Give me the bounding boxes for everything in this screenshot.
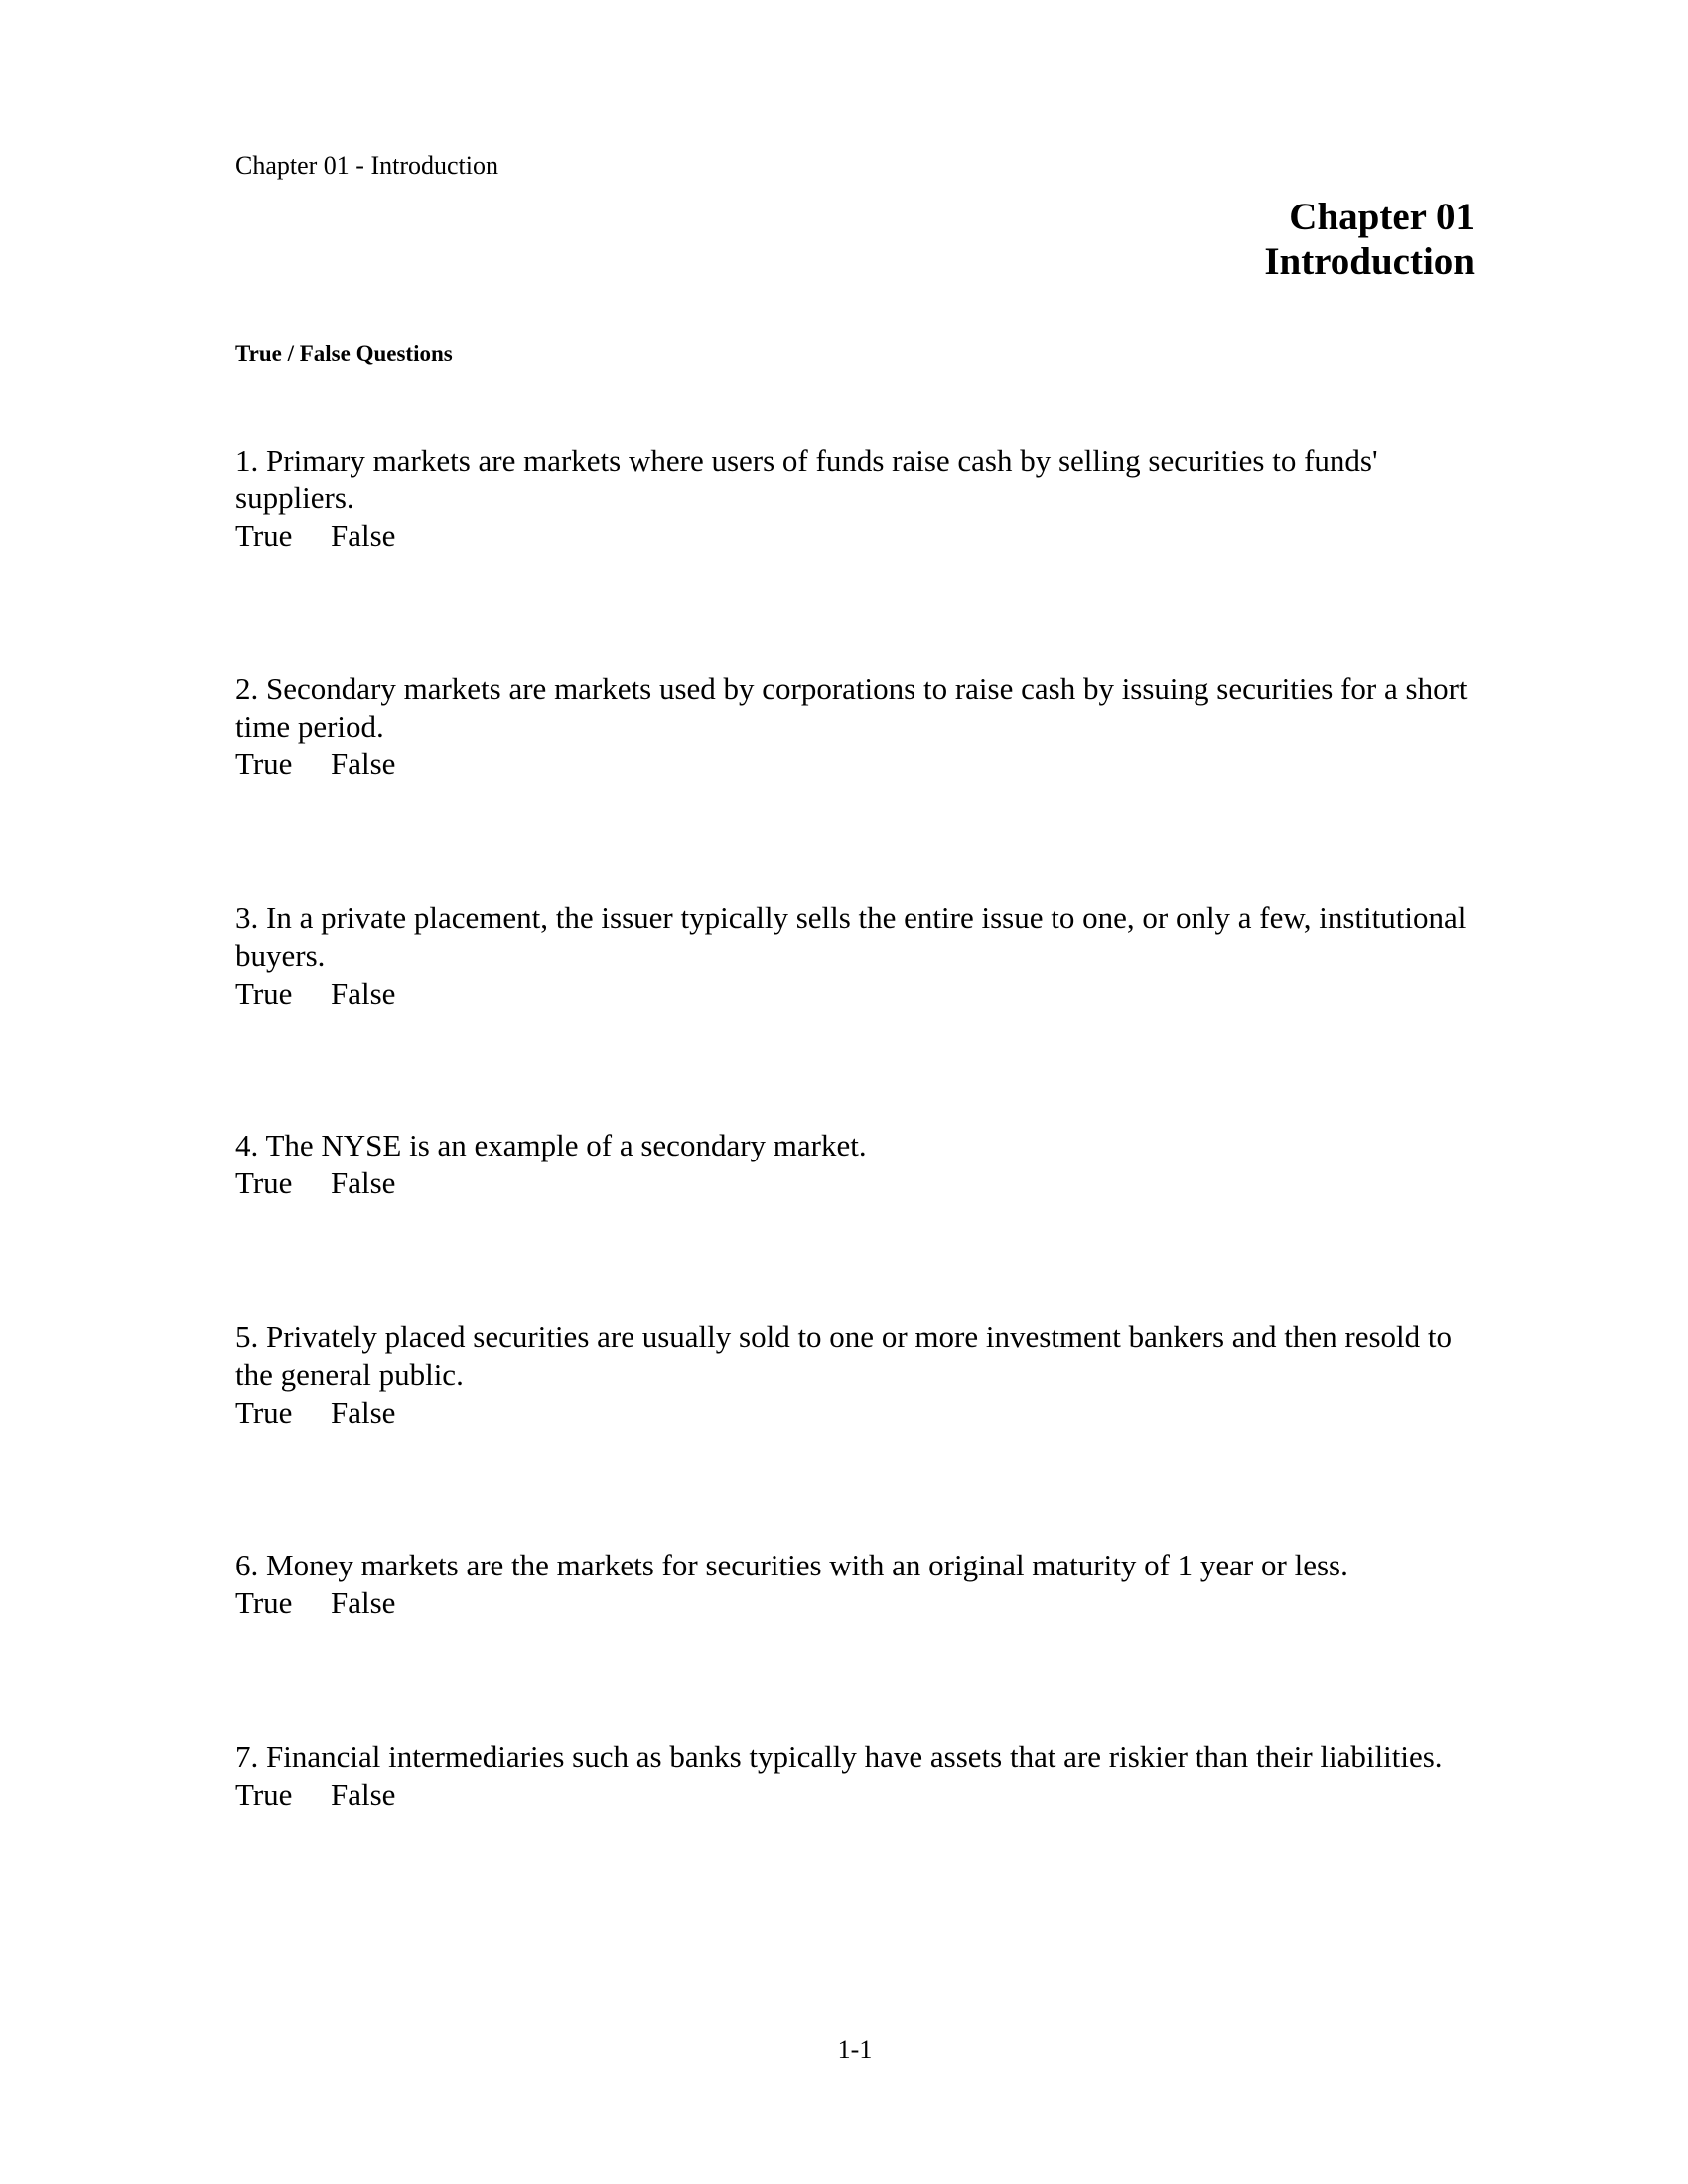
question-item bbox=[235, 670, 1486, 783]
answer-options bbox=[235, 1394, 1486, 1432]
chapter-title bbox=[1264, 195, 1475, 284]
running-header: Chapter 01 - Introduction bbox=[235, 151, 498, 180]
answer-options bbox=[235, 975, 1486, 1013]
question-text: 1. Primary markets are markets where users of funds raise cash by selling securities to funds' suppliers. bbox=[235, 443, 1378, 515]
option-true[interactable]: True bbox=[235, 1777, 293, 1812]
answer-options bbox=[235, 1776, 1486, 1814]
page-number: 1-1 bbox=[837, 2035, 873, 2064]
question-text: 7. Financial intermediaries such as banks typically have assets that are riskier than their liabilities. bbox=[235, 1739, 1443, 1774]
answer-options bbox=[235, 1164, 1486, 1202]
option-false[interactable]: False bbox=[331, 518, 396, 553]
question-item bbox=[235, 442, 1486, 555]
question-text: 5. Privately placed securities are usually sold to one or more investment bankers and then resold to the general public. bbox=[235, 1319, 1453, 1392]
question-text: 3. In a private placement, the issuer typically sells the entire issue to one, or only a few, institutional buyers. bbox=[235, 900, 1467, 973]
question-text: 4. The NYSE is an example of a secondary market. bbox=[235, 1128, 867, 1162]
question-item bbox=[235, 1318, 1486, 1432]
option-true[interactable]: True bbox=[235, 518, 293, 553]
question-item bbox=[235, 1127, 1486, 1202]
option-true[interactable]: True bbox=[235, 1585, 293, 1620]
question-item bbox=[235, 1547, 1486, 1622]
option-false[interactable]: False bbox=[331, 1395, 396, 1430]
answer-options bbox=[235, 746, 1486, 783]
option-true[interactable]: True bbox=[235, 1395, 293, 1430]
option-false[interactable]: False bbox=[331, 747, 396, 781]
section-heading: True / False Questions bbox=[235, 341, 453, 366]
question-item bbox=[235, 899, 1486, 1013]
option-true[interactable]: True bbox=[235, 747, 293, 781]
option-false[interactable]: False bbox=[331, 1777, 396, 1812]
chapter-title-line1: Chapter 01 bbox=[1289, 196, 1475, 238]
answer-options bbox=[235, 1584, 1486, 1622]
option-false[interactable]: False bbox=[331, 1585, 396, 1620]
option-true[interactable]: True bbox=[235, 976, 293, 1011]
option-true[interactable]: True bbox=[235, 1165, 293, 1200]
question-item bbox=[235, 1738, 1486, 1814]
question-text: 6. Money markets are the markets for securities with an original maturity of 1 year or less. bbox=[235, 1548, 1348, 1582]
option-false[interactable]: False bbox=[331, 976, 396, 1011]
chapter-title-line2: Introduction bbox=[1264, 240, 1475, 283]
option-false[interactable]: False bbox=[331, 1165, 396, 1200]
question-text: 2. Secondary markets are markets used by corporations to raise cash by issuing securities for a short time period. bbox=[235, 671, 1468, 744]
answer-options bbox=[235, 517, 1486, 555]
